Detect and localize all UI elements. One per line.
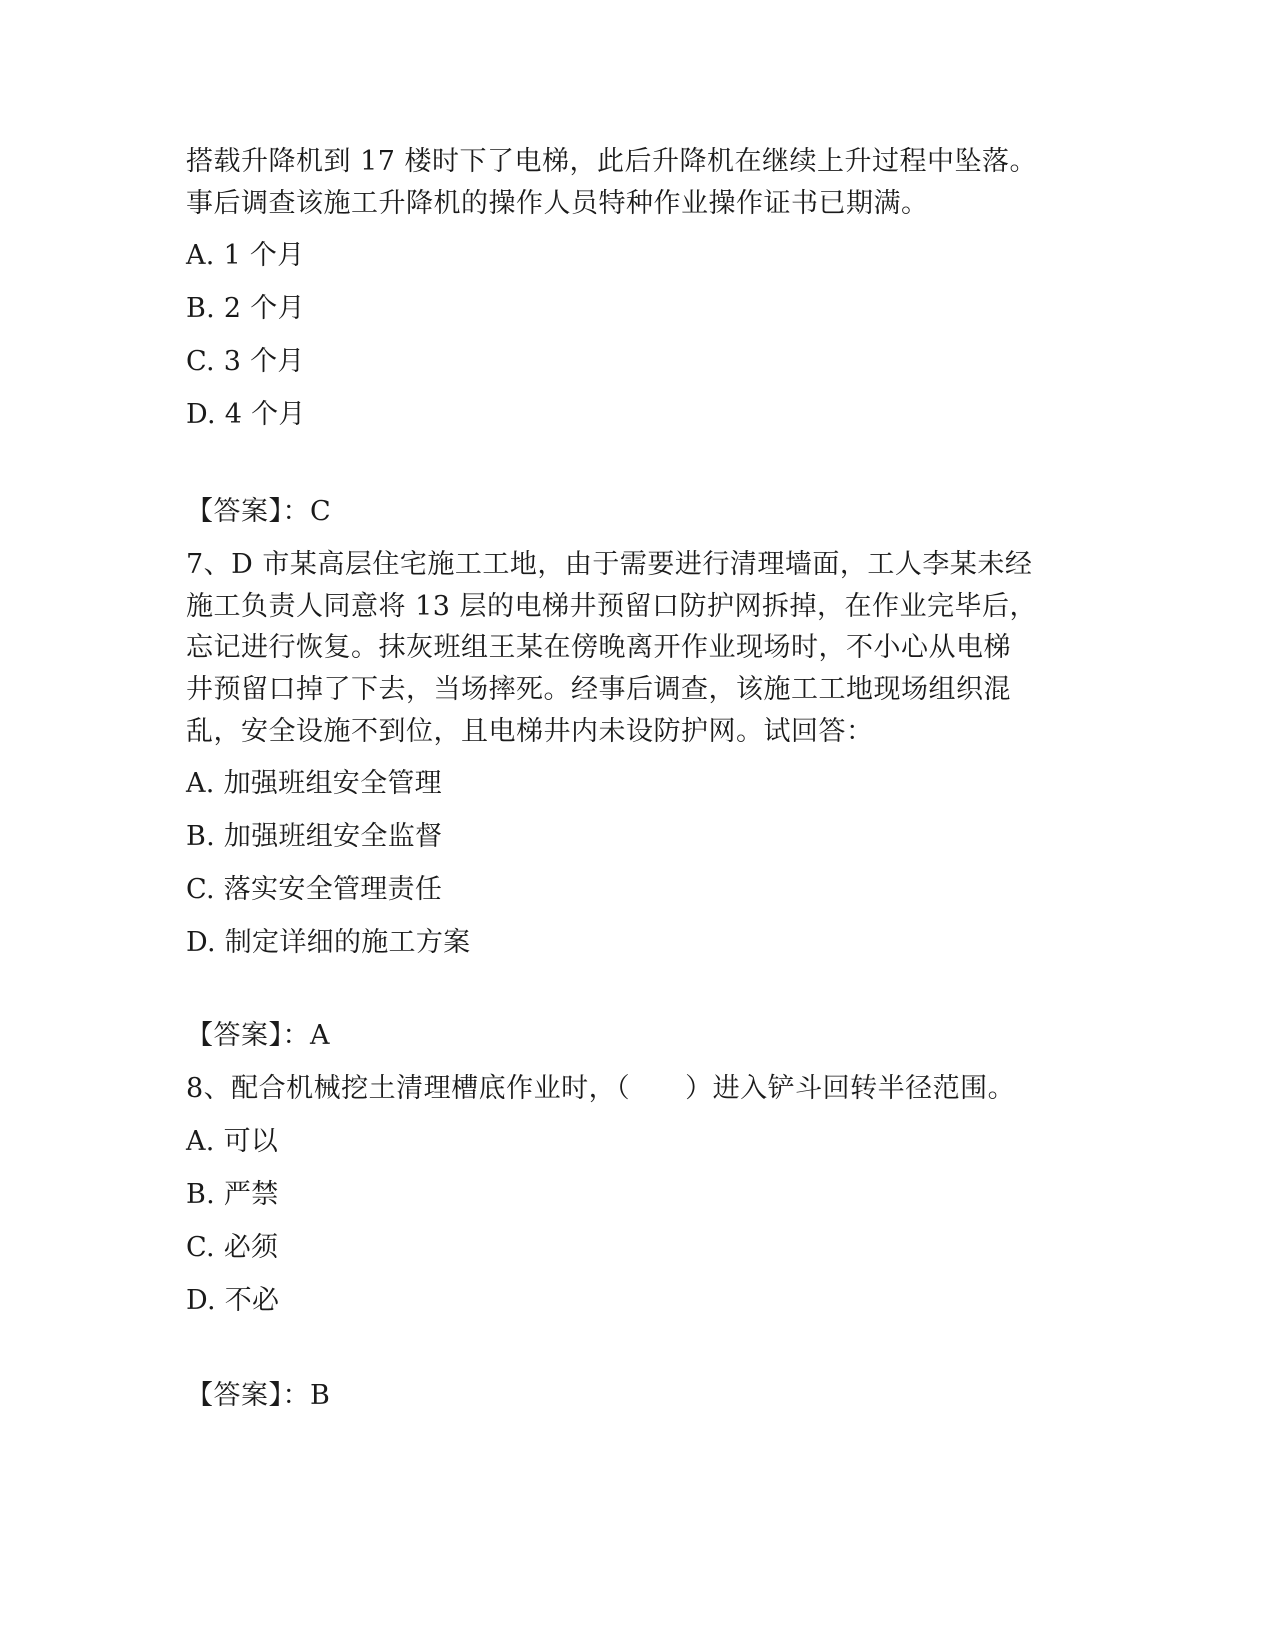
q7-stem-line-2: 施工负责人同意将 13 层的电梯井预留口防护网拆掉，在作业完毕后， <box>186 591 1038 622</box>
q6-option-d: D. 4 个月 <box>186 399 306 430</box>
q7-stem-line-5: 乱，安全设施不到位，且电梯井内未设防护网。试回答： <box>186 716 874 747</box>
q7-option-a: A. 加强班组安全管理 <box>186 768 442 799</box>
q6-answer: 【答案】：C <box>186 496 332 527</box>
q8-option-c: C. 必须 <box>186 1232 279 1263</box>
q7-stem-line-4: 井预留口掉了下去，当场摔死。经事后调查，该施工工地现场组织混 <box>186 674 1011 705</box>
q8-answer: 【答案】：B <box>186 1380 331 1411</box>
q6-option-c: C. 3 个月 <box>186 346 305 377</box>
q6-stem-line-1: 搭载升降机到 17 楼时下了电梯，此后升降机在继续上升过程中坠落。 <box>186 146 1038 177</box>
q8-option-d: D. 不必 <box>186 1285 280 1316</box>
q6-option-b: B. 2 个月 <box>186 293 305 324</box>
q6-stem-line-2: 事后调查该施工升降机的操作人员特种作业操作证书已期满。 <box>186 188 929 219</box>
q8-option-a: A. 可以 <box>186 1126 279 1157</box>
q7-stem-line-3: 忘记进行恢复。抹灰班组王某在傍晚离开作业现场时，不小心从电梯 <box>186 632 1011 663</box>
q7-answer: 【答案】：A <box>186 1020 330 1051</box>
q8-stem: 8、配合机械挖土清理槽底作业时，（ ）进入铲斗回转半径范围。 <box>186 1073 1016 1104</box>
q7-option-c: C. 落实安全管理责任 <box>186 874 443 905</box>
q7-stem-line-1: 7、D 市某高层住宅施工工地，由于需要进行清理墙面，工人李某未经 <box>186 549 1033 580</box>
q7-option-b: B. 加强班组安全监督 <box>186 821 443 852</box>
q6-option-a: A. 1 个月 <box>186 240 305 271</box>
q7-option-d: D. 制定详细的施工方案 <box>186 927 471 958</box>
q8-option-b: B. 严禁 <box>186 1179 279 1210</box>
